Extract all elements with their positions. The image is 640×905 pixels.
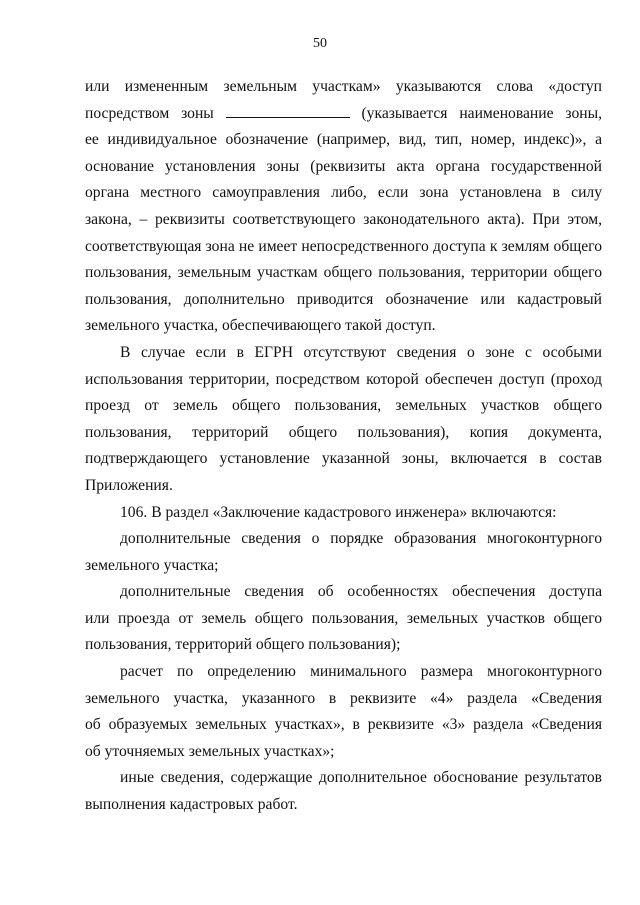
text-segment: посредством зоны (85, 104, 214, 122)
text-line: соответствующая зона не имеет непосредственного доступа к землям общего (85, 237, 602, 255)
text-line: или проезда от земель общего пользования, земельных участков общего (85, 609, 602, 627)
text-line: Приложения. (85, 476, 173, 494)
text-line: об образуемых земельных участках», в реквизите «3» раздела «Сведения (85, 716, 602, 734)
text-line (85, 101, 602, 128)
document-body (85, 74, 602, 819)
text-line: или измененным земельным участкам» указываются слова «доступ (85, 78, 602, 95)
text-line: земельного участка, обеспечивающего такой доступ. (85, 317, 436, 335)
text-line: пользования, дополнительно приводится обозначение или кадастровый (85, 290, 602, 308)
text-line: органа местного самоуправления либо, если зона установлена в силу (85, 184, 602, 202)
text-line: выполнения кадастровых работ. (85, 796, 298, 814)
fill-in-blank (226, 103, 350, 118)
text-line: расчет по определению минимального размера многоконтурного (120, 663, 602, 681)
text-line: проезд от земель общего пользования, земельных участков общего (85, 397, 602, 415)
page-number: 50 (313, 36, 327, 51)
text-line: подтверждающего установление указанной зоны, включается в состав (85, 450, 602, 468)
text-line: дополнительные сведения об особенностях обеспечения доступа (120, 583, 602, 601)
text-line: основание установления зоны (реквизиты акта органа государственной (85, 157, 602, 175)
text-line: закона, – реквизиты соответствующего законодательного акта). При этом, (85, 210, 602, 228)
text-line: В случае если в ЕГРН отсутствуют сведения о зоне с особыми (120, 343, 602, 361)
text-line: пользования, территорий общего пользования); (85, 636, 401, 654)
text-line: земельного участка; (85, 556, 219, 574)
text-line: использования территории, посредством которой обеспечен доступ (проход (85, 370, 602, 388)
text-line: об уточняемых земельных участках»; (85, 742, 335, 760)
text-line: земельного участка, указанного в реквизите «4» раздела «Сведения (85, 689, 602, 707)
text-line: пользования, территорий общего пользования), копия документа, (85, 423, 602, 441)
text-line: ее индивидуальное обозначение (например, вид, тип, номер, индекс)», а (85, 131, 602, 149)
text-line: дополнительные сведения о порядке образования многоконтурного (120, 530, 602, 548)
text-line: 106. В раздел «Заключение кадастрового инженера» включаются: (120, 503, 557, 521)
text-line: иные сведения, содержащие дополнительное обоснование результатов (120, 769, 602, 787)
text-line: пользования, земельным участкам общего пользования, территории общего (85, 264, 602, 282)
text-segment: (указывается наименование зоны, (361, 104, 602, 122)
